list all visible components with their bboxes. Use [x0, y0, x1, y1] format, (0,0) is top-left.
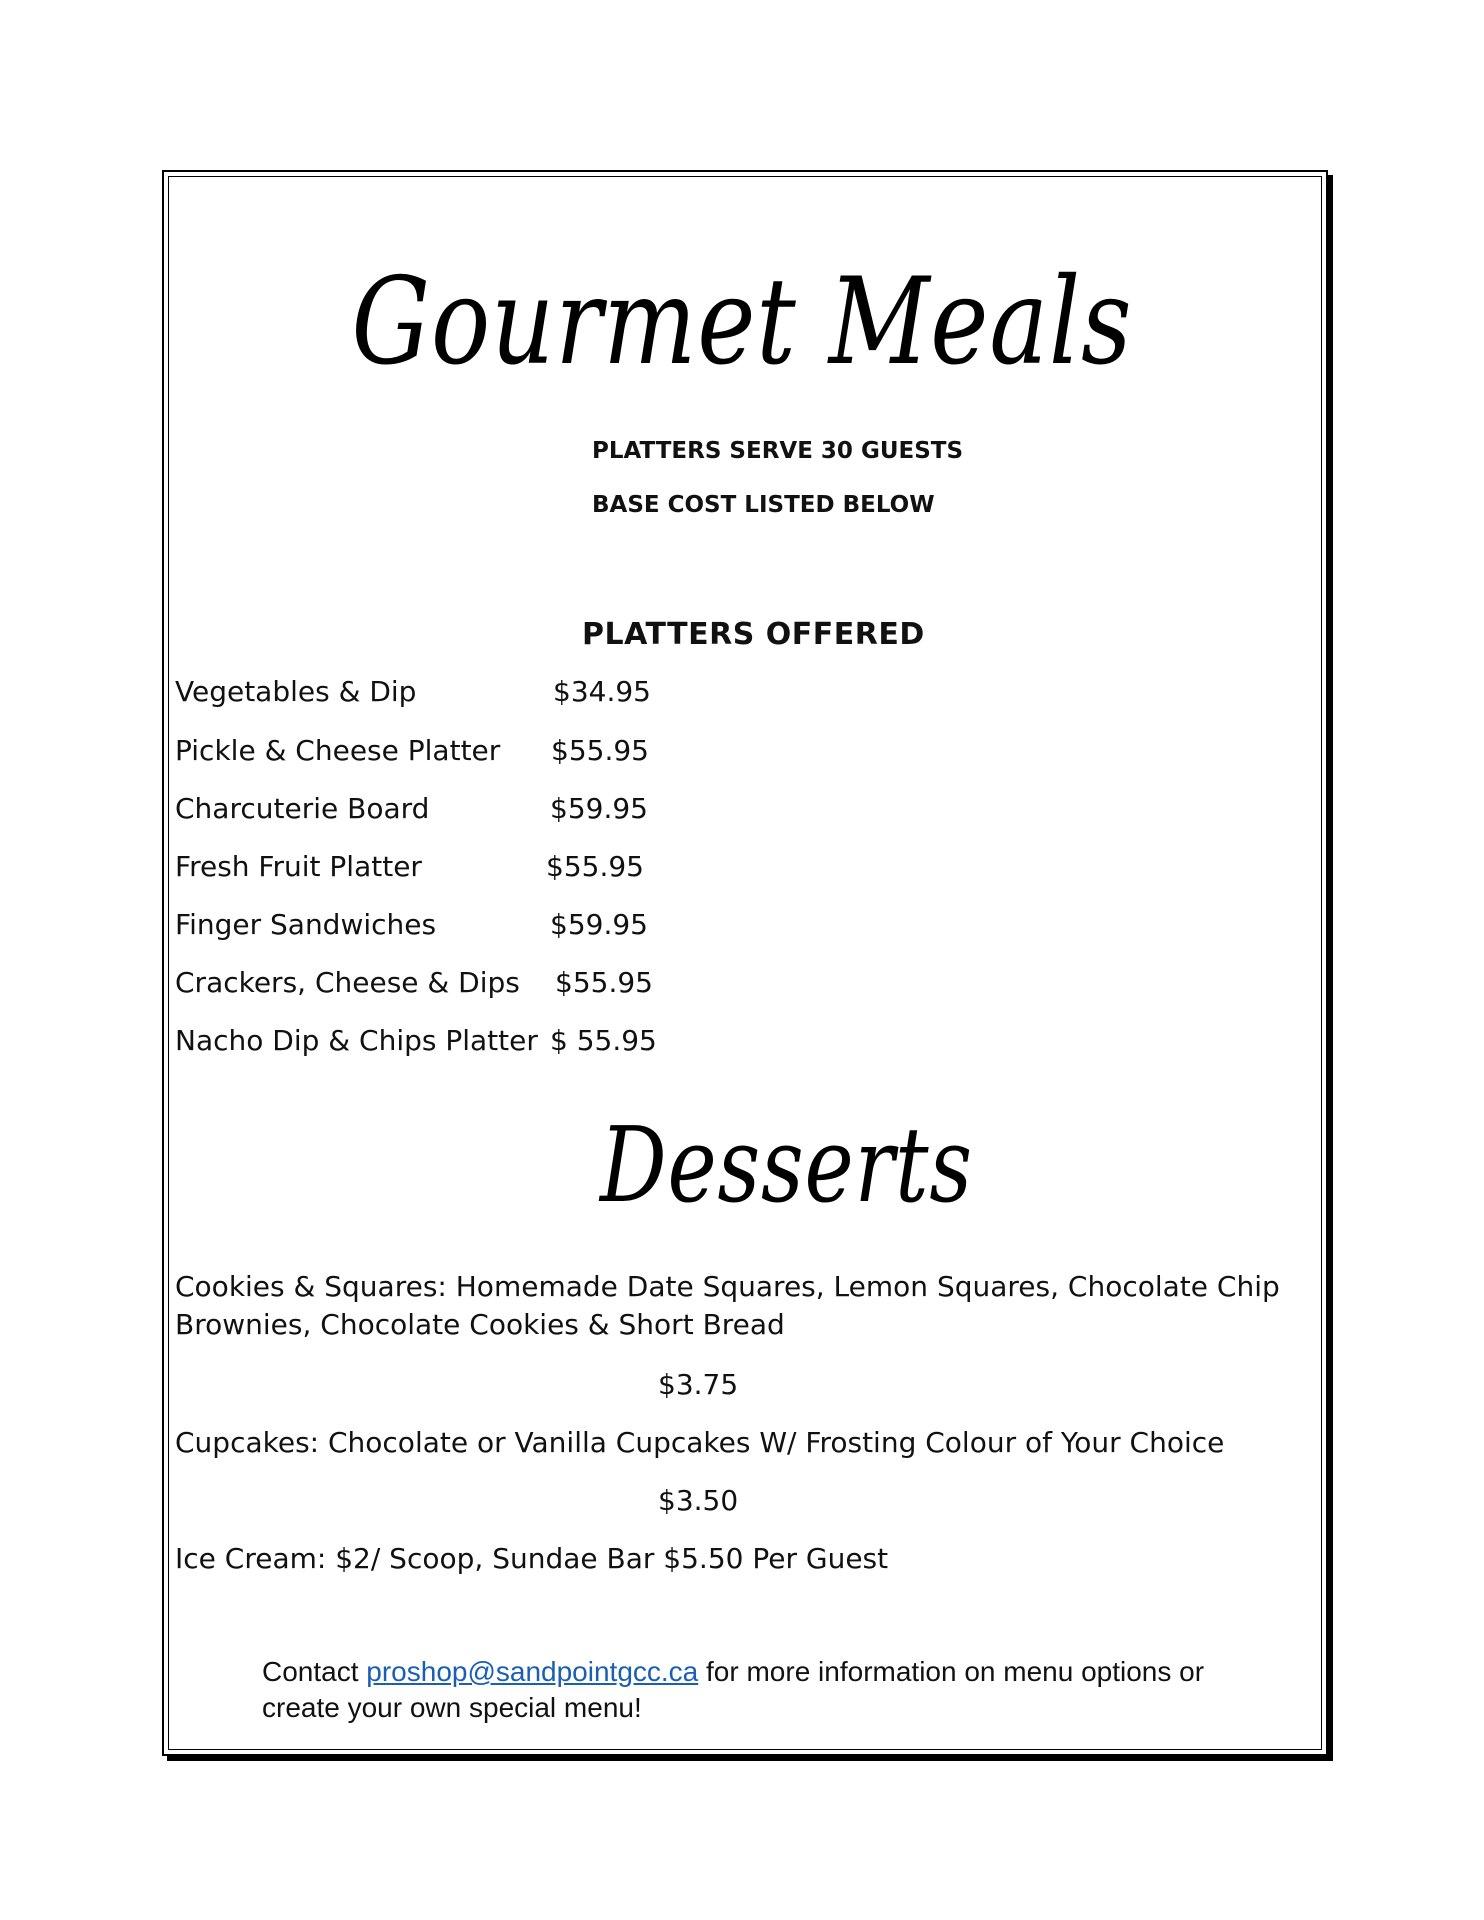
desserts-heading: Desserts	[600, 1104, 973, 1226]
platter-price: $59.95	[550, 792, 648, 825]
platter-item	[175, 734, 649, 767]
platter-price: $55.95	[551, 734, 649, 767]
dessert-cupcakes-description: Cupcakes: Chocolate or Vanilla Cupcakes W/ Frosting Colour of Your Choice	[175, 1426, 1225, 1459]
platter-item	[175, 850, 644, 883]
platter-name: Nacho Dip & Chips Platter	[175, 1024, 538, 1057]
dessert-ice-cream-description: Ice Cream: $2/ Scoop, Sundae Bar $5.50 Per Guest	[175, 1542, 889, 1575]
subtitle-serves: PLATTERS SERVE 30 GUESTS	[592, 438, 964, 464]
platter-name: Pickle & Cheese Platter	[175, 734, 501, 767]
contact-prefix: Contact	[262, 1656, 367, 1687]
platter-item	[175, 908, 648, 941]
platter-name: Crackers, Cheese & Dips	[175, 966, 520, 999]
platter-name: Vegetables & Dip	[175, 675, 417, 708]
page-title: Gourmet Meals	[351, 253, 1133, 392]
contact-suffix: for more information on menu options or create your own special menu!	[262, 1656, 1205, 1723]
platter-name: Fresh Fruit Platter	[175, 850, 422, 883]
platter-price: $59.95	[550, 908, 648, 941]
subtitle-base-cost: BASE COST LISTED BELOW	[592, 492, 935, 518]
platter-price: $ 55.95	[550, 1024, 657, 1057]
platter-price: $34.95	[553, 675, 651, 708]
platter-name: Charcuterie Board	[175, 792, 430, 825]
platter-item	[175, 1024, 657, 1057]
platter-price: $55.95	[546, 850, 644, 883]
menu-frame-inner-border	[168, 176, 1322, 1750]
dessert-cookies-price: $3.75	[658, 1368, 739, 1401]
platter-price: $55.95	[555, 966, 653, 999]
platter-name: Finger Sandwiches	[175, 908, 437, 941]
platter-item	[175, 675, 651, 708]
platters-heading: PLATTERS OFFERED	[582, 617, 925, 652]
dessert-cupcakes-price: $3.50	[658, 1484, 739, 1517]
contact-note	[262, 1654, 1282, 1726]
menu-frame	[162, 170, 1328, 1756]
contact-email-link[interactable]: proshop@sandpointgcc.ca	[366, 1656, 699, 1687]
dessert-cookies-description: Cookies & Squares: Homemade Date Squares, Lemon Squares, Chocolate Chip Brownies, Chocolate Cookies & Short Bread	[175, 1270, 1280, 1341]
platter-item	[175, 792, 648, 825]
platter-item	[175, 966, 653, 999]
